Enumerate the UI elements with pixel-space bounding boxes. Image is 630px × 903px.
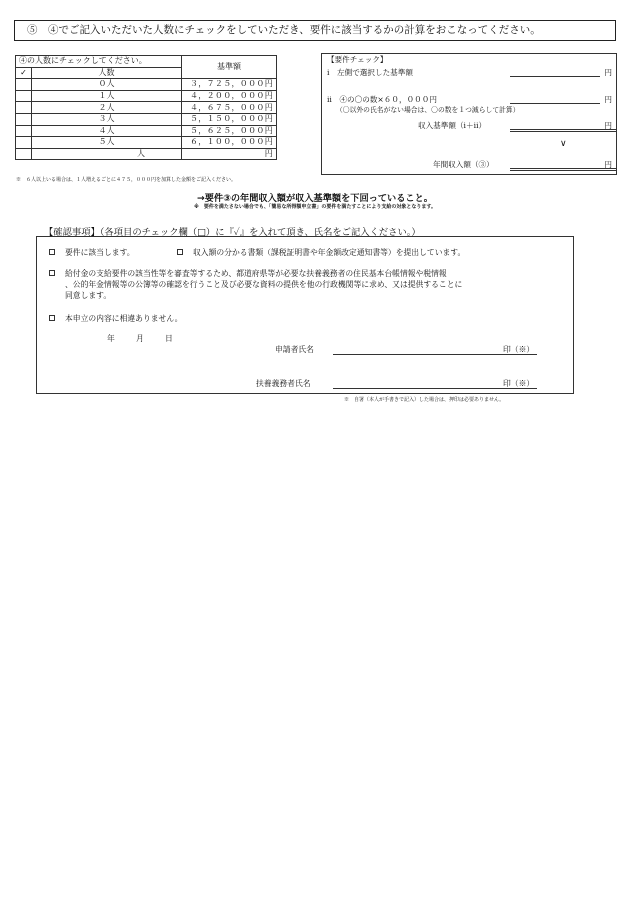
row-checkbox[interactable] xyxy=(16,90,32,102)
table-row-custom[interactable] xyxy=(16,148,277,160)
line-i-field[interactable] xyxy=(510,66,600,77)
consent-text-line3: 同意します。 xyxy=(65,291,112,300)
annual-income-yen: 円 xyxy=(604,160,612,169)
signature-note: ※ 自署（本人が手書きで記入）した場合は、押印は必要ありません。 xyxy=(344,397,505,403)
row-amount: ６，１００，０００円 xyxy=(182,137,277,149)
row-checkbox[interactable] xyxy=(16,148,32,160)
row-count: ２人 xyxy=(32,102,182,114)
applicant-seal: 印（※） xyxy=(503,345,535,354)
line-total-label: 収入基準額（ⅰ＋ⅱ） xyxy=(418,121,487,130)
table-row[interactable] xyxy=(16,102,277,114)
checkbox-consent[interactable] xyxy=(49,270,55,276)
annual-income-field[interactable] xyxy=(510,157,616,171)
confirm-title: 【確認事項】（各項目のチェック欄（□）に『✓』を入れて頂き、氏名をご記入ください。） xyxy=(44,227,421,238)
row-checkbox[interactable] xyxy=(16,79,32,91)
annual-income-label: 年間収入額（③） xyxy=(433,160,494,169)
row-amount: ４，６７５，０００円 xyxy=(182,102,277,114)
checkbox-truthful[interactable] xyxy=(49,315,55,321)
row-checkbox[interactable] xyxy=(16,125,32,137)
table-row[interactable] xyxy=(16,90,277,102)
checkbox-eligible-label: 要件に該当します。 xyxy=(65,248,135,257)
row-amount: ４，２００，０００円 xyxy=(182,90,277,102)
row-count: ３人 xyxy=(32,113,182,125)
row-checkbox[interactable] xyxy=(16,102,32,114)
checkbox-eligible[interactable] xyxy=(49,249,55,255)
row-checkbox[interactable] xyxy=(16,137,32,149)
row-count: ０人 xyxy=(32,79,182,91)
consent-text-line2: 、公的年金情報等の公簿等の確認を行うこと及び必要な資料の提供を他の行政機関等に求め、又は提供することに xyxy=(65,280,463,289)
date-month-label: 月 xyxy=(136,334,144,343)
table-row[interactable] xyxy=(16,125,277,137)
requirement-check-title: 【要件チェック】 xyxy=(327,55,388,64)
section-header xyxy=(14,20,616,41)
table-row[interactable] xyxy=(16,113,277,125)
row-amount: ３，７２５，０００円 xyxy=(182,79,277,91)
line-ii-field[interactable] xyxy=(510,93,600,104)
table-instruction: ④の人数にチェックしてください。 xyxy=(16,56,182,68)
requirement-conclusion: →要件③の年間収入額が収入基準額を下回っていること。 xyxy=(197,193,433,204)
row-amount: ５，１５０，０００円 xyxy=(182,113,277,125)
col-header-count: 人数 xyxy=(32,67,182,79)
row-count: １人 xyxy=(32,90,182,102)
row-amount: ５，６２５，０００円 xyxy=(182,125,277,137)
guardian-seal: 印（※） xyxy=(503,379,535,388)
confirm-item-2 xyxy=(49,268,447,279)
table-row[interactable] xyxy=(16,137,277,149)
col-header-check: ✓ xyxy=(16,67,32,79)
table-note: ※ ６人以上いる場合は、１人増えるごとに４７５，０００円を加算した金額をご記入ください。 xyxy=(16,177,237,183)
consent-text-line1: 給付金の支給要件の該当性等を審査等するため、都道府県等が必要な扶養義務者の住民基本台帳情報や税情報 xyxy=(65,269,447,278)
requirement-check-box xyxy=(321,53,617,175)
col-header-amount: 基準額 xyxy=(182,56,277,79)
guardian-name-label: 扶養義務者氏名 xyxy=(256,379,311,388)
less-than-symbol: ∨ xyxy=(560,139,567,149)
row-count: ５人 xyxy=(32,137,182,149)
checkbox-documents[interactable] xyxy=(177,249,183,255)
line-ii-note: （〇以外の氏名がない場合は、〇の数を１つ減らして計算） xyxy=(336,106,520,114)
row-count-input[interactable] xyxy=(32,148,182,160)
line-ii-label: ⅱ ④の〇の数×６０，０００円 xyxy=(327,95,437,104)
confirm-item-1 xyxy=(49,247,135,258)
count-unit: 人 xyxy=(137,149,145,159)
row-count: ４人 xyxy=(32,125,182,137)
line-total-yen: 円 xyxy=(604,121,612,130)
confirm-item-1b xyxy=(177,247,465,258)
applicant-name-label: 申請者氏名 xyxy=(275,345,314,354)
date-year-label: 年 xyxy=(107,334,115,343)
section-header-text: ⑤ ④でご記入いただいた人数にチェックをしていただき、要件に該当するかの計算をおこなってください。 xyxy=(27,24,541,36)
checkbox-truthful-label: 本申立の内容に相違ありません。 xyxy=(65,314,183,323)
line-ii-yen: 円 xyxy=(604,95,612,104)
row-amount-input[interactable]: 円 xyxy=(182,148,277,160)
requirement-conclusion-note: ※ 要件を満たさない場合でも、「簡易な所得額申立書」の要件を満たすことにより支給の対象となります。 xyxy=(194,204,436,210)
row-checkbox[interactable] xyxy=(16,113,32,125)
confirm-item-3 xyxy=(49,313,182,324)
confirm-box xyxy=(36,236,574,394)
table-row[interactable] xyxy=(16,79,277,91)
checkbox-documents-label: 収入額の分かる書類（課税証明書や年金額改定通知書等）を提出しています。 xyxy=(193,248,466,257)
date-day-label: 日 xyxy=(165,334,173,343)
income-threshold-field[interactable] xyxy=(510,118,616,132)
reference-amount-table xyxy=(15,55,277,160)
line-i-yen: 円 xyxy=(604,68,612,77)
line-i-label: ⅰ 左側で選択した基準額 xyxy=(327,68,413,77)
